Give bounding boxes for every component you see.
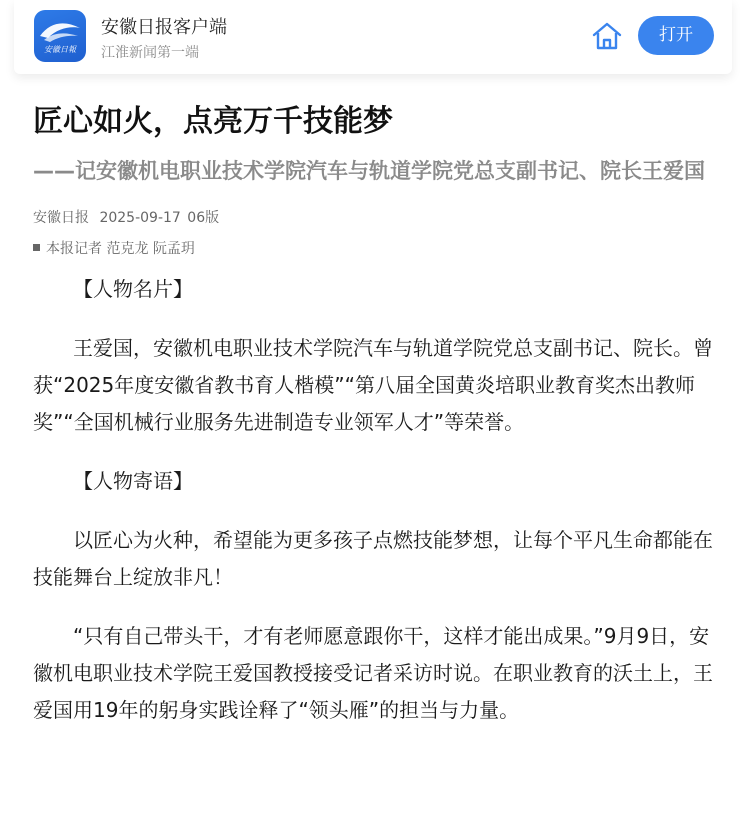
app-name: 安徽日报客户端 [101,17,227,38]
article-date: 2025-09-17 [99,210,181,226]
byline-text: 本报记者 范克龙 阮孟玥 [46,241,195,257]
paragraph-message-heading: 【人物寄语】 [73,469,193,493]
app-download-banner [14,0,732,74]
article-title: 匠心如火，点亮万千技能梦 [33,104,393,139]
home-icon [590,20,624,52]
article-meta [33,208,713,228]
home-button[interactable] [590,20,624,52]
article-subtitle: ——记安徽机电职业技术学院汽车与轨道学院党总支副书记、院长王爱国 [33,159,705,183]
paragraph-profile: 王爱国，安徽机电职业技术学院汽车与轨道学院党总支副书记、院长。曾获“2025年度安徽省教书育人楷模”“第八届全国黄炎培职业教育奖杰出教师奖”“全国机械行业服务先进制造专业领军人才”等荣誉。 [33,336,713,434]
logo-text: 安徽日報 [44,45,76,54]
paragraph-intro: “只有自己带头干，才有老师愿意跟你干，这样才能出成果。”9月9日，安徽机电职业技术学院王爱国教授接受记者采访时说。在职业教育的沃土上，王爱国用19年的躬身实践诠释了“领头雁”的担当与力量。 [33,624,713,722]
app-slogan: 江淮新闻第一端 [101,45,199,61]
app-logo[interactable] [34,10,86,62]
article-body [33,271,717,729]
article [33,100,713,751]
paragraph-profile-heading: 【人物名片】 [73,277,193,301]
bullet-icon [33,244,40,251]
article-edition: 06版 [187,210,220,226]
open-app-button[interactable]: 打开 [638,16,714,55]
article-source: 安徽日报 [33,210,89,226]
paragraph-message: 以匠心为火种，希望能为更多孩子点燃技能梦想，让每个平凡生命都能在技能舞台上绽放非凡！ [33,528,713,589]
article-byline [33,239,713,259]
